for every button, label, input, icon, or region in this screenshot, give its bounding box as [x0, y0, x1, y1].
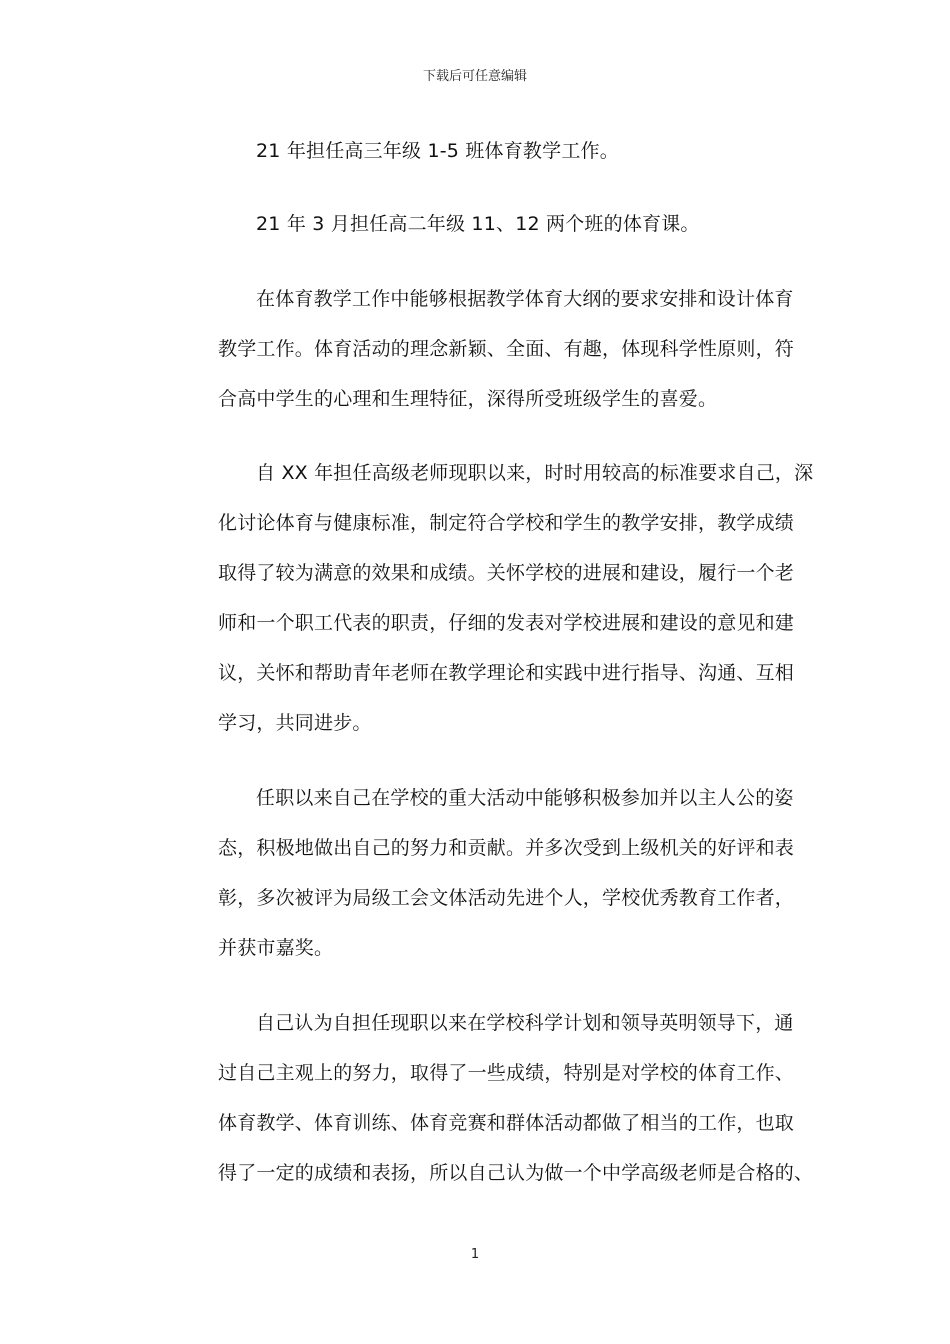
paragraph-line: 过自己主观上的努力，取得了一些成绩，特别是对学校的体育工作、 — [218, 1062, 795, 1084]
paragraph-4 — [180, 448, 814, 748]
paragraph-line: 教学工作。体育活动的理念新颖、全面、有趣，体现科学性原则，符 — [218, 338, 795, 360]
paragraph-5 — [180, 773, 795, 973]
paragraph-line: 在体育教学工作中能够根据教学体育大纲的要求安排和设计体育 — [256, 288, 794, 310]
paragraph-line: 议，关怀和帮助青年老师在教学理论和实践中进行指导、沟通、互相 — [218, 662, 795, 684]
paragraph-line: 自 XX 年担任高级老师现职以来，时时用较高的标准要求自己，深 — [256, 462, 814, 484]
paragraph-line: 态，积极地做出自己的努力和贡献。并多次受到上级机关的好评和表 — [218, 837, 795, 859]
paragraph-line: 合高中学生的心理和生理特征，深得所受班级学生的喜爱。 — [218, 388, 718, 410]
paragraph-line: 得了一定的成绩和表扬，所以自己认为做一个中学高级老师是合格的、 — [218, 1162, 814, 1184]
paragraph-line: 彰，多次被评为局级工会文体活动先进个人，学校优秀教育工作者， — [218, 887, 795, 909]
paragraph-line: 师和一个职工代表的职责，仔细的发表对学校进展和建设的意见和建 — [218, 612, 795, 634]
paragraph-line: 任职以来自己在学校的重大活动中能够积极参加并以主人公的姿 — [256, 787, 794, 809]
page-header: 下载后可任意编辑 — [422, 69, 527, 84]
paragraph-line: 并获市嘉奖。 — [218, 937, 334, 959]
paragraph-3 — [180, 274, 795, 424]
paragraph-2 — [180, 199, 775, 249]
paragraph-line: 21 年 3 月担任高二年级 11、12 两个班的体育课。 — [256, 213, 700, 235]
paragraph-line: 化讨论体育与健康标准，制定符合学校和学生的教学安排，教学成绩 — [218, 512, 795, 534]
paragraph-6 — [180, 998, 814, 1198]
paragraph-line: 21 年担任高三年级 1-5 班体育教学工作。 — [256, 140, 619, 162]
paragraph-line: 体育教学、体育训练、体育竞赛和群体活动都做了相当的工作，也取 — [218, 1112, 795, 1134]
paragraph-1 — [180, 126, 775, 176]
page-number: 1 — [470, 1247, 480, 1262]
paragraph-line: 自己认为自担任现职以来在学校科学计划和领导英明领导下，通 — [256, 1012, 794, 1034]
paragraph-line: 学习，共同进步。 — [218, 712, 372, 734]
paragraph-line: 取得了较为满意的效果和成绩。关怀学校的进展和建设，履行一个老 — [218, 562, 795, 584]
